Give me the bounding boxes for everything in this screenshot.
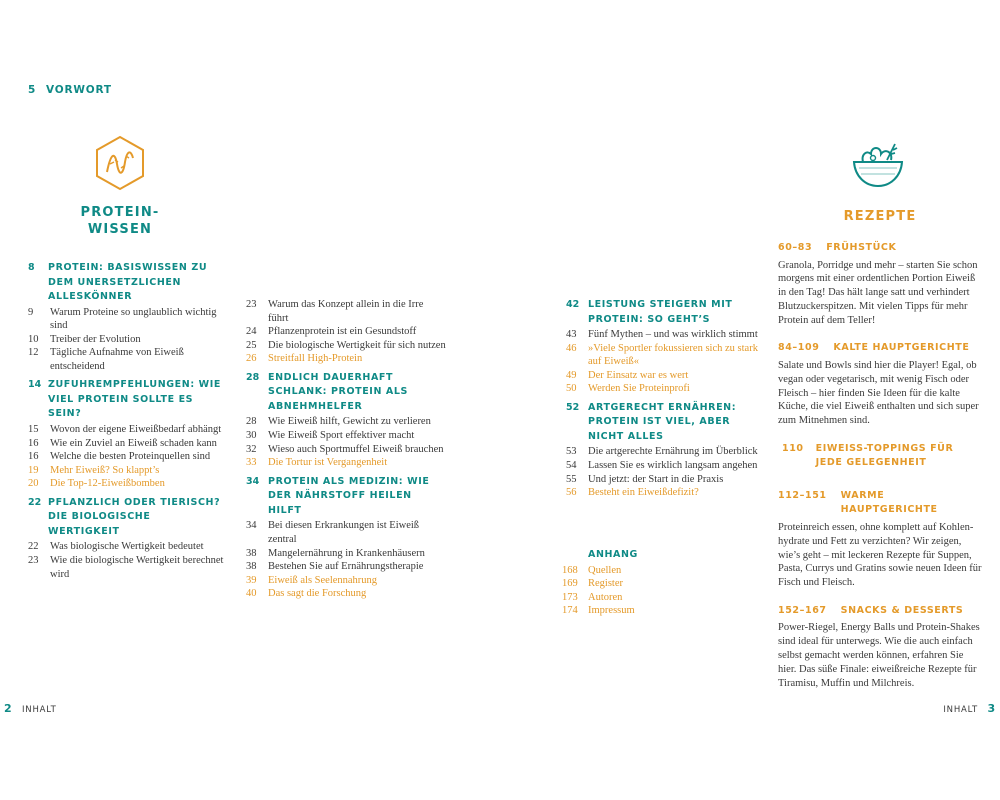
entry-page: 16 bbox=[28, 437, 39, 449]
entry-title: Streitfall High-Protein bbox=[268, 353, 363, 365]
entry-page: 32 bbox=[246, 443, 257, 455]
section-title: LEISTUNG STEIGERN MIT PROTEIN: SO GEHT’S bbox=[588, 299, 733, 325]
section-title: ARTGERECHT ERNÄHREN: PROTEIN IST VIEL, ABER NICHT ALLES bbox=[588, 401, 737, 442]
toc-column-3 bbox=[566, 298, 762, 500]
toc-entry[interactable] bbox=[246, 325, 446, 339]
entry-title: Quellen bbox=[588, 564, 622, 576]
entry-title: Bei diesen Erkrankungen ist Eiweiß zentral bbox=[268, 520, 420, 545]
toc-entry[interactable] bbox=[246, 415, 446, 429]
section-title: ENDLICH DAUERHAFT SCHLANK: PROTEIN ALS ABNEHMHELFER bbox=[268, 371, 408, 412]
footer-label-left: INHALT bbox=[21, 705, 57, 715]
entry-title: »Viele Sportler fokussieren sich zu stark auf Eiweiß« bbox=[588, 342, 758, 368]
entry-title: Fünf Mythen – und was wirklich stimmt bbox=[588, 329, 758, 340]
rezepte-section-heading[interactable] bbox=[778, 489, 984, 518]
toc-entry[interactable] bbox=[28, 306, 224, 333]
entry-title: Eiweiß als Seelennahrung bbox=[268, 574, 378, 586]
protein-wissen-title bbox=[60, 204, 180, 238]
entry-title: Impressum bbox=[588, 605, 635, 617]
toc-entry[interactable] bbox=[28, 346, 224, 373]
entry-title: Welche die besten Proteinquellen sind bbox=[50, 451, 211, 463]
entry-page: 33 bbox=[246, 457, 257, 469]
rezepte-section-heading[interactable] bbox=[778, 241, 984, 256]
entry-page: 43 bbox=[566, 329, 577, 340]
entry-title: Der Einsatz war es wert bbox=[588, 369, 689, 381]
toc-entry[interactable] bbox=[28, 450, 224, 464]
entry-title: Lassen Sie es wirklich langsam angehen bbox=[588, 460, 758, 472]
entry-page: 54 bbox=[566, 460, 577, 472]
vorwort-entry[interactable] bbox=[28, 84, 112, 96]
toc-entry-highlight[interactable] bbox=[246, 574, 446, 588]
toc-entry-highlight[interactable] bbox=[566, 486, 762, 500]
toc-entry-highlight[interactable] bbox=[246, 587, 446, 601]
toc-entry-highlight[interactable] bbox=[28, 477, 224, 491]
section-title: PFLANZLICH ODER TIERISCH? DIE BIOLOGISCHE WERTIGKEIT bbox=[48, 496, 221, 537]
entry-page: 26 bbox=[246, 353, 257, 365]
toc-section-heading[interactable] bbox=[28, 496, 224, 540]
entry-title: Autoren bbox=[588, 591, 623, 603]
entry-page: 56 bbox=[566, 487, 577, 499]
entry-page: 168 bbox=[562, 564, 578, 576]
entry-title: Was biologische Wertigkeit bedeutet bbox=[50, 541, 204, 553]
entry-title: Warum Proteine so unglaublich wichtig sind bbox=[50, 306, 217, 332]
entry-title: Wie Eiweiß Sport effektiver macht bbox=[268, 430, 415, 442]
protein-wissen-title-line2: WISSEN bbox=[87, 222, 153, 237]
section-description: Granola, Porridge und mehr – starten Sie schon morgens mit einer ordentlichen Portion Eiweiß in den Tag! Das hält lange satt und verhindert Blutzuckerspitzen. Mit vielen Tipps für mehr Protein auf dem Teller! bbox=[778, 259, 978, 326]
entry-page: 30 bbox=[246, 430, 257, 442]
protein-strand-hexagon-icon bbox=[93, 134, 147, 192]
toc-entry-highlight[interactable] bbox=[562, 591, 762, 605]
entry-page: 34 bbox=[246, 520, 257, 532]
entry-title: Die biologische Wertigkeit für sich nutzen bbox=[268, 339, 446, 351]
entry-page: 25 bbox=[246, 339, 257, 351]
entry-title: Die artgerechte Ernährung im Überblick bbox=[588, 446, 758, 458]
section-title: KALTE HAUPTGERICHTE bbox=[833, 342, 970, 354]
entry-page: 23 bbox=[28, 555, 39, 567]
entry-page: 46 bbox=[566, 342, 577, 354]
section-description: Power-Riegel, Energy Balls und Protein-Shakes sind ideal für unterwegs. Wie die auch einfach selbst gemacht werden können, erfahren Sie hier. Das süße Finale: eiweißreiche Rezepte für Tiramisu, Muffin und Milchreis. bbox=[778, 622, 980, 689]
toc-entry[interactable] bbox=[246, 443, 446, 457]
rezepte-section-heading[interactable] bbox=[778, 604, 984, 619]
entry-title: Wovon der eigene Eiweißbedarf abhängt bbox=[50, 423, 222, 435]
entry-page: 38 bbox=[246, 547, 257, 559]
toc-entry-highlight[interactable] bbox=[562, 564, 762, 578]
toc-entry-highlight[interactable] bbox=[562, 577, 762, 591]
toc-column-2 bbox=[246, 298, 446, 601]
toc-entry-highlight[interactable] bbox=[246, 456, 446, 470]
section-description: Salate und Bowls sind hier die Player! Egal, ob vegan oder vegetarisch, mit wenig Fisch oder Fleisch – hier finden Sie Ideen für die kalte Küche, die viel Eiweiß enthalten und sich super zum Mitnehmen sind. bbox=[778, 359, 979, 427]
section-page: 22 bbox=[28, 496, 42, 508]
anhang-heading[interactable] bbox=[562, 548, 762, 563]
entry-title: Treiber der Evolution bbox=[50, 333, 141, 345]
toc-entry[interactable] bbox=[246, 339, 446, 353]
section-title: FRÜHSTÜCK bbox=[826, 242, 897, 253]
section-title: SNACKS & DESSERTS bbox=[840, 604, 964, 616]
section-page: 28 bbox=[246, 371, 260, 383]
toc-entry-highlight[interactable] bbox=[562, 604, 762, 618]
entry-title: Wieso auch Sportmuffel Eiweiß brauchen bbox=[268, 443, 444, 455]
entry-page: 173 bbox=[562, 591, 578, 603]
toc-entry-highlight[interactable] bbox=[566, 382, 762, 396]
section-title: EIWEISS-TOPPINGS FÜR JEDE GELEGENHEIT bbox=[815, 442, 954, 469]
entry-page: 22 bbox=[28, 541, 39, 553]
section-page: 110 bbox=[782, 442, 804, 454]
entry-title: Wie die biologische Wertigkeit berechnet wird bbox=[50, 555, 224, 580]
rezepte-section-heading[interactable] bbox=[778, 442, 984, 471]
toc-entry[interactable] bbox=[28, 540, 224, 554]
entry-page: 38 bbox=[246, 561, 257, 573]
entry-page: 16 bbox=[28, 451, 39, 463]
section-page: 112–151 bbox=[778, 489, 827, 501]
section-page: 84–109 bbox=[778, 342, 820, 354]
rezepte-title: REZEPTE bbox=[843, 209, 917, 224]
section-title: PROTEIN ALS MEDIZIN: WIE DER NÄHRSTOFF HEILEN HILFT bbox=[268, 475, 430, 516]
vorwort-label: VORWORT bbox=[46, 84, 112, 96]
entry-title: Die Top-12-Eiweißbomben bbox=[50, 478, 165, 490]
toc-entry[interactable] bbox=[246, 429, 446, 443]
entry-title: Warum das Konzept allein in die Irre führt bbox=[268, 299, 424, 324]
toc-entry-highlight[interactable] bbox=[566, 369, 762, 383]
toc-entry-highlight[interactable] bbox=[566, 342, 762, 369]
section-title: ZUFUHREMPFEHLUNGEN: WIE VIEL PROTEIN SOLLTE ES SEIN? bbox=[48, 379, 221, 420]
entry-page: 50 bbox=[566, 383, 577, 395]
toc-entry[interactable] bbox=[28, 554, 224, 581]
rezepte-section-heading[interactable] bbox=[778, 341, 984, 356]
entry-title: Wie Eiweiß hilft, Gewicht zu verlieren bbox=[268, 416, 431, 428]
entry-title: Register bbox=[588, 578, 623, 590]
rezepte-column bbox=[778, 241, 984, 704]
entry-page: 174 bbox=[562, 605, 578, 617]
toc-entry[interactable] bbox=[246, 519, 446, 546]
section-title: ANHANG bbox=[588, 549, 638, 560]
section-title: PROTEIN: BASISWISSEN ZU DEM UNERSETZLICHEN ALLESKÖNNER bbox=[48, 262, 208, 302]
toc-entry[interactable] bbox=[246, 547, 446, 561]
section-page: 152–167 bbox=[778, 604, 827, 616]
entry-page: 28 bbox=[246, 416, 257, 428]
toc-entry[interactable] bbox=[246, 298, 446, 325]
entry-page: 9 bbox=[28, 306, 34, 318]
section-page: 60–83 bbox=[778, 242, 813, 253]
entry-page: 10 bbox=[28, 333, 39, 345]
entry-title: Mangelernährung in Krankenhäusern bbox=[268, 547, 425, 559]
entry-title: Tägliche Aufnahme von Eiweiß entscheidend bbox=[50, 347, 184, 372]
entry-title: Werden Sie Proteinprofi bbox=[588, 383, 690, 395]
entry-page: 55 bbox=[566, 473, 577, 485]
section-page: 34 bbox=[246, 475, 260, 487]
entry-page: 15 bbox=[28, 423, 39, 435]
toc-entry-highlight[interactable] bbox=[246, 352, 446, 366]
section-page: 8 bbox=[28, 262, 35, 273]
section-description: Proteinreich essen, ohne komplett auf Kohlen-hydrate und Fett zu verzichten? Wir zeigen, wie’s geht – mit leckeren Rezepte für Suppen, Pasta, Currys und Gratins sowie neuen Ideen für Fisch und Fleisch. bbox=[778, 521, 982, 589]
toc-section-heading[interactable] bbox=[28, 378, 224, 422]
toc-entry[interactable] bbox=[246, 560, 446, 574]
section-title: WARME HAUPTGERICHTE bbox=[840, 489, 938, 516]
toc-entry-highlight[interactable] bbox=[28, 464, 224, 478]
toc-section-heading[interactable] bbox=[246, 371, 446, 415]
entry-title: Das sagt die Forschung bbox=[268, 588, 367, 600]
entry-title: Mehr Eiweiß? So klappt’s bbox=[50, 464, 160, 476]
entry-page: 19 bbox=[28, 464, 39, 476]
footer-right bbox=[943, 702, 996, 715]
entry-title: Pflanzenprotein ist ein Gesundstoff bbox=[268, 326, 417, 338]
section-page: 42 bbox=[566, 299, 580, 310]
toc-entry[interactable] bbox=[28, 423, 224, 437]
toc-section-heading[interactable] bbox=[28, 261, 224, 305]
entry-title: Und jetzt: der Start in die Praxis bbox=[588, 473, 724, 485]
toc-entry[interactable] bbox=[566, 445, 762, 459]
toc-column-1 bbox=[28, 261, 224, 581]
toc-entry[interactable] bbox=[566, 459, 762, 473]
vorwort-page: 5 bbox=[28, 84, 37, 96]
entry-page: 49 bbox=[566, 369, 577, 381]
toc-anhang bbox=[562, 548, 762, 618]
entry-page: 39 bbox=[246, 574, 257, 586]
page-number-right: 3 bbox=[987, 702, 996, 715]
entry-page: 24 bbox=[246, 326, 257, 338]
toc-entry[interactable] bbox=[28, 437, 224, 451]
toc-entry[interactable] bbox=[566, 473, 762, 487]
entry-title: Die Tortur ist Vergangenheit bbox=[268, 457, 388, 469]
page-number-left: 2 bbox=[4, 702, 13, 715]
entry-page: 12 bbox=[28, 347, 39, 359]
protein-wissen-title-line1: PROTEIN- bbox=[80, 205, 160, 220]
entry-page: 169 bbox=[562, 578, 578, 590]
toc-entry[interactable] bbox=[28, 333, 224, 347]
entry-title: Besteht ein Eiweißdefizit? bbox=[588, 487, 699, 499]
toc-entry[interactable] bbox=[566, 328, 762, 342]
section-page: 14 bbox=[28, 379, 42, 391]
footer-label-right: INHALT bbox=[943, 705, 979, 715]
salad-bowl-icon bbox=[849, 138, 907, 190]
entry-page: 20 bbox=[28, 478, 39, 490]
section-page: 52 bbox=[566, 401, 580, 413]
entry-title: Wie ein Zuviel an Eiweiß schaden kann bbox=[50, 437, 217, 449]
toc-section-heading[interactable] bbox=[566, 298, 762, 327]
entry-page: 53 bbox=[566, 446, 577, 458]
footer-left bbox=[4, 702, 57, 715]
toc-section-heading[interactable] bbox=[246, 475, 446, 519]
entry-page: 23 bbox=[246, 299, 257, 310]
toc-section-heading[interactable] bbox=[566, 401, 762, 445]
entry-title: Bestehen Sie auf Ernährungstherapie bbox=[268, 561, 424, 573]
entry-page: 40 bbox=[246, 588, 257, 600]
